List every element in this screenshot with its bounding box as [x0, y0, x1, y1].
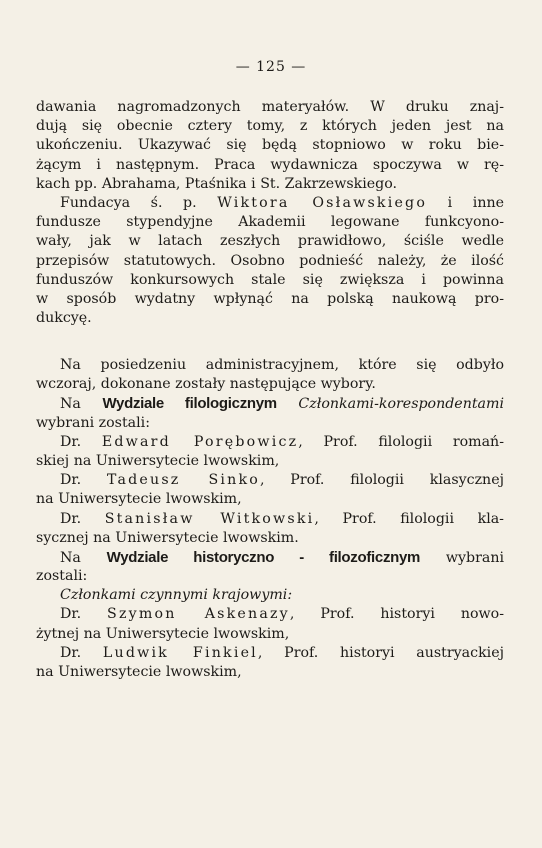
text-block-top [36, 98, 504, 328]
text-run: , Prof. filologii kla- [314, 510, 504, 527]
text-line: żytnej na Uniwersytecie lwowskim, [36, 625, 290, 642]
text-run: , Prof. historyi nowo- [289, 606, 504, 623]
text-line: ukończeniu. Ukazywać się będą stopniowo w roku bie- [36, 137, 504, 154]
text-line: przepisów statutowych. Osobno podnieść należy, że ilość [36, 252, 504, 269]
text-run [277, 396, 299, 412]
text-line [36, 433, 504, 452]
text-line: na Uniwersytecie lwowskim, [36, 664, 242, 680]
text-run: , Prof. filologii klasycznej [260, 472, 504, 489]
text-line [36, 605, 504, 624]
membership-class-italic: Członkami czynnymi krajowymi: [60, 587, 293, 604]
text-run: Dr. [60, 644, 103, 661]
text-run: , Prof. filologii romań- [298, 433, 504, 450]
text-line: kach pp. Abrahama, Ptaśnika i St. Zakrzewskiego. [36, 175, 398, 192]
text-line: sycznej na Uniwersytecie lwowskim. [36, 529, 299, 546]
text-run: Dr. [60, 606, 108, 623]
text-run: Fundacya ś. p. [60, 194, 218, 211]
text-line: dują się obecnie cztery tomy, z których jeden jest na [36, 118, 504, 135]
text-line [36, 644, 504, 663]
text-line [36, 548, 504, 567]
text-line: w sposób wydatny wpłynąć na polską naukową pro- [36, 290, 504, 307]
page-number: — 125 — [235, 59, 307, 75]
text-run: Na [60, 549, 107, 566]
text-line: dawania nagromadzonych materyałów. W druku znaj- [36, 99, 504, 115]
text-run: Dr. [60, 472, 107, 489]
text-line: fundusze stypendyjne Akademii legowane funkcyono- [36, 214, 504, 231]
person-name-spaced: Szymon Askenazy [107, 606, 290, 623]
text-run: i inne [427, 194, 504, 211]
text-run: Dr. [60, 433, 102, 450]
section-heading-bold: Wydziale filologicznym [102, 395, 277, 413]
text-line: Na posiedzeniu administracyjnem, które się odbyło [60, 357, 504, 373]
text-run: wybrani [420, 549, 504, 566]
text-line: wybrani zostali: [36, 414, 150, 431]
text-run: , Prof. historyi austryackiej [257, 644, 504, 661]
person-name-spaced: Ludwik Finkiel [102, 644, 258, 661]
text-block-bottom [36, 356, 504, 682]
text-line: skiej na Uniwersytecie lwowskim, [36, 452, 280, 469]
text-line: wały, jak w latach zeszłych prawidłowo, ściśle wedle [36, 233, 504, 250]
person-name-spaced: Wiktora Osławskiego [217, 194, 428, 211]
text-line: na Uniwersytecie lwowskim, [36, 491, 242, 508]
section-heading-bold: Wydziale historyczno - filozoficznym [106, 548, 421, 566]
text-run: Dr. [60, 510, 105, 527]
person-name-spaced: Edward Porębowicz [101, 433, 299, 450]
membership-class-italic: Członkami-korespondentami [298, 396, 504, 413]
text-line [36, 471, 504, 490]
person-name-spaced: Tadeusz Sinko [106, 472, 260, 489]
text-line: zostali: [36, 568, 88, 585]
text-line [36, 394, 504, 413]
text-line [36, 510, 504, 529]
text-line: wczoraj, dokonane zostały następujące wybory. [36, 376, 376, 393]
text-line: żącym i następnym. Praca wydawnicza spoczywa w rę- [36, 156, 504, 173]
person-name-spaced: Stanisław Witkowski [104, 510, 315, 527]
text-line [36, 194, 504, 213]
text-run: Na [60, 396, 103, 413]
text-line: dukcyę. [36, 310, 92, 327]
text-line: funduszów konkursowych stale się zwiększa i powinna [36, 271, 504, 288]
